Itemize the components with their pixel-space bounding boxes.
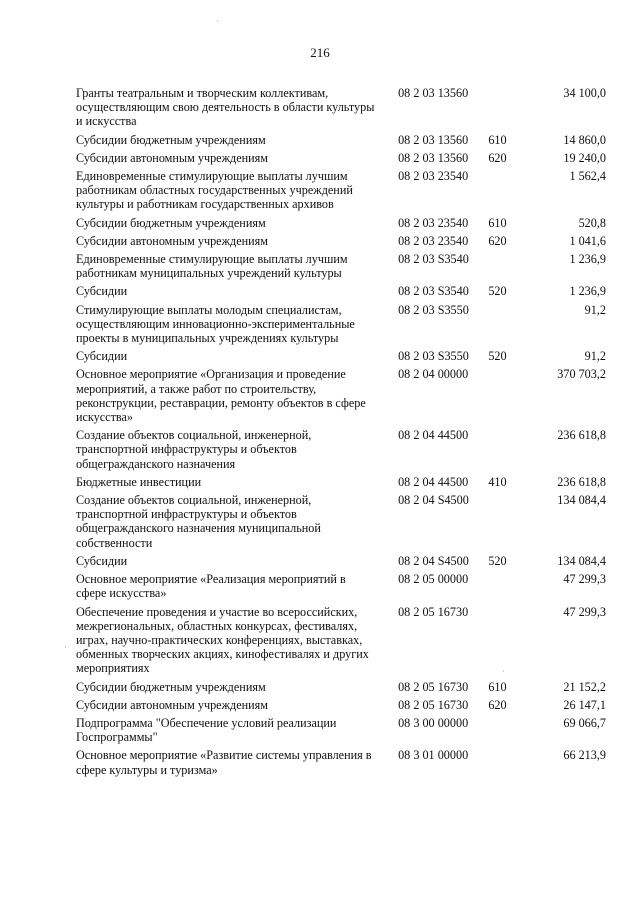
row-code: 08 2 04 S4500 — [398, 553, 469, 568]
row-name: Бюджетные инвестиции — [76, 474, 202, 489]
row-amount: 134 084,4 — [557, 553, 606, 568]
row-amount: 91,2 — [584, 302, 606, 317]
row-name: Субсидии — [76, 349, 128, 364]
table-row — [76, 303, 606, 346]
row-name: Обеспечение проведения и участие во всероссийских, межрегиональных, областных конкурсах, фестивалях, играх, научно-практических конференциях, выставках, обменных творческих акциях, кинофестивалях и других мероприятиях — [76, 604, 369, 676]
table-row — [76, 698, 606, 712]
row-amount: 1 236,9 — [569, 252, 606, 267]
table-row — [76, 680, 606, 694]
row-amount: 21 152,2 — [563, 679, 606, 694]
row-name: Основное мероприятие «Организация и проведение мероприятий, а также работ по строительству, реконструкции, реставрации, ремонту объектов в сфере искусства» — [76, 367, 366, 425]
row-name: Гранты театральным и творческим коллективам, осуществляющим свою деятельность в области культуры и искусства — [76, 86, 375, 129]
row-type: 520 — [488, 349, 507, 364]
table-row — [76, 572, 606, 600]
row-type: 620 — [488, 233, 507, 248]
row-amount: 370 703,2 — [557, 367, 606, 382]
page-number: 216 — [310, 45, 330, 60]
table-row — [76, 133, 606, 147]
row-name: Субсидии автономным учреждениям — [76, 150, 268, 165]
row-amount: 1 041,6 — [569, 233, 606, 248]
scan-speck: · — [502, 666, 505, 676]
row-type: 620 — [488, 150, 507, 165]
row-amount: 14 860,0 — [563, 132, 606, 147]
row-name: Единовременные стимулирующие выплаты лучшим работникам муниципальных учреждений культуры — [76, 252, 348, 281]
row-amount: 1 562,4 — [569, 169, 606, 184]
row-amount: 69 066,7 — [563, 715, 606, 730]
row-code: 08 2 04 44500 — [398, 474, 469, 489]
row-amount: 47 299,3 — [563, 604, 606, 619]
table-row — [76, 605, 606, 676]
budget-table — [76, 86, 606, 781]
row-name: Стимулирующие выплаты молодым специалистам, осуществляющим инновационно-экспериментальные проекты в муниципальных учреждениях культуры — [76, 302, 355, 346]
row-code: 08 3 00 00000 — [398, 715, 469, 730]
scan-speck: · — [216, 16, 219, 26]
row-code: 08 2 03 23540 — [398, 169, 469, 184]
row-type: 520 — [488, 284, 507, 299]
table-row — [76, 234, 606, 248]
scan-speck: · — [64, 642, 67, 652]
row-type: 610 — [488, 679, 507, 694]
row-code: 08 2 03 23540 — [398, 233, 469, 248]
row-code: 08 2 05 16730 — [398, 679, 469, 694]
row-code: 08 2 03 S3550 — [398, 349, 469, 364]
table-row — [76, 349, 606, 363]
row-name: Создание объектов социальной, инженерной, транспортной инфраструктуры и объектов общегражданского назначения — [76, 428, 312, 471]
row-name: Субсидии — [76, 553, 128, 568]
row-amount: 236 618,8 — [557, 474, 606, 489]
table-row — [76, 716, 606, 744]
row-name: Подпрограмма "Обеспечение условий реализации Госпрограммы" — [76, 715, 337, 745]
row-name: Основное мероприятие «Развитие системы управления в сфере культуры и туризма» — [76, 748, 372, 777]
row-code: 08 2 03 13560 — [398, 150, 469, 165]
table-row — [76, 284, 606, 298]
table-row — [76, 216, 606, 230]
row-code: 08 2 04 00000 — [398, 367, 469, 382]
table-row — [76, 151, 606, 165]
row-amount: 34 100,0 — [563, 86, 606, 100]
row-code: 08 2 05 16730 — [398, 697, 469, 712]
row-amount: 19 240,0 — [563, 150, 606, 165]
table-row — [76, 554, 606, 568]
row-amount: 26 147,1 — [563, 697, 606, 712]
row-type: 520 — [488, 553, 507, 568]
row-code: 08 2 04 S4500 — [398, 493, 469, 508]
row-type: 610 — [488, 215, 507, 230]
row-code: 08 2 03 13560 — [398, 86, 469, 100]
table-row — [76, 86, 606, 129]
row-code: 08 2 03 23540 — [398, 215, 469, 230]
row-amount: 520,8 — [578, 215, 606, 230]
row-name: Субсидии — [76, 284, 128, 299]
table-row — [76, 428, 606, 471]
row-code: 08 3 01 00000 — [398, 748, 469, 763]
row-amount: 66 213,9 — [563, 748, 606, 763]
row-amount: 91,2 — [584, 349, 606, 364]
row-name: Основное мероприятие «Реализация мероприятий в сфере искусства» — [76, 572, 346, 601]
row-type: 620 — [488, 697, 507, 712]
row-amount: 236 618,8 — [557, 428, 606, 443]
row-name: Субсидии бюджетным учреждениям — [76, 132, 266, 147]
row-name: Субсидии автономным учреждениям — [76, 697, 268, 712]
row-amount: 134 084,4 — [557, 493, 606, 508]
row-name: Субсидии бюджетным учреждениям — [76, 679, 266, 694]
table-row — [76, 252, 606, 280]
row-type: 410 — [488, 474, 507, 489]
table-row — [76, 493, 606, 550]
table-row — [76, 169, 606, 212]
table-row — [76, 475, 606, 489]
row-code: 08 2 03 S3540 — [398, 252, 469, 267]
row-amount: 1 236,9 — [569, 284, 606, 299]
row-code: 08 2 05 00000 — [398, 572, 469, 587]
table-row — [76, 367, 606, 424]
row-name: Единовременные стимулирующие выплаты лучшим работникам областных государственных учреждений культуры и работникам государственных архивов — [76, 169, 353, 212]
row-code: 08 2 03 S3540 — [398, 284, 469, 299]
row-code: 08 2 03 13560 — [398, 132, 469, 147]
row-code: 08 2 03 S3550 — [398, 302, 469, 317]
row-name: Субсидии автономным учреждениям — [76, 233, 268, 248]
row-name: Создание объектов социальной, инженерной, транспортной инфраструктуры и объектов общегражданского назначения муниципальной собственности — [76, 493, 321, 550]
row-code: 08 2 04 44500 — [398, 428, 469, 443]
row-type: 610 — [488, 132, 507, 147]
table-row — [76, 748, 606, 776]
row-name: Субсидии бюджетным учреждениям — [76, 215, 266, 230]
row-code: 08 2 05 16730 — [398, 604, 469, 619]
row-amount: 47 299,3 — [563, 572, 606, 587]
